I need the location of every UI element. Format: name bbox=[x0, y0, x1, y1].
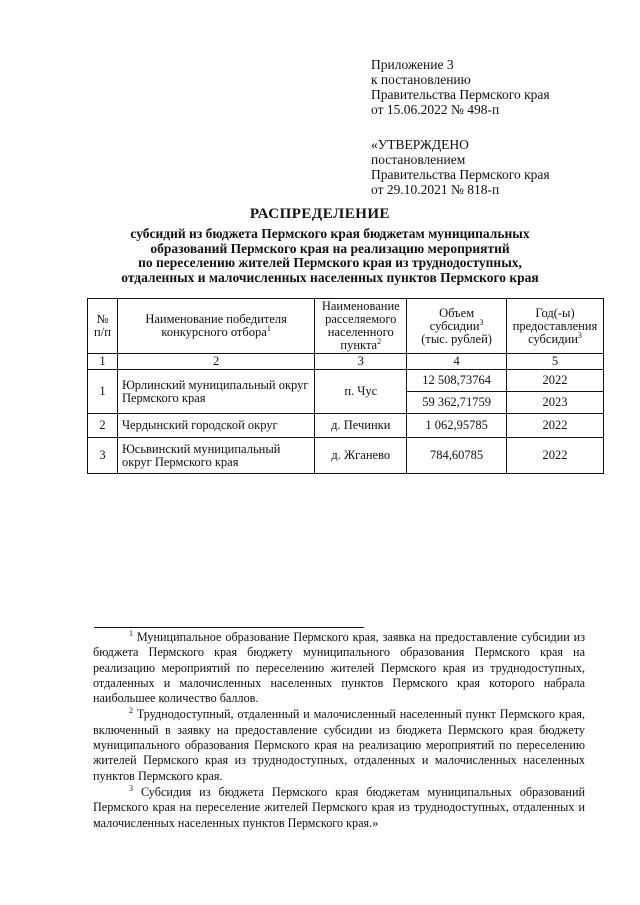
footnote-ref: 1 bbox=[266, 323, 271, 333]
header-amount-unit: (тыс. рублей) bbox=[421, 331, 492, 346]
row-amount: 59 362,71759 bbox=[407, 392, 507, 414]
column-number: 3 bbox=[315, 354, 407, 370]
approval-line: Правительства Пермского края bbox=[371, 167, 550, 182]
approval-line: постановлением bbox=[371, 152, 466, 167]
footnote-text: Субсидия из бюджета Пермского края бюджетам муниципальных образований Пермского края на переселение жителей Пермского края из труднодоступных, отдаленных и малочисленных населенных пунктов Пермского края.» bbox=[93, 784, 585, 830]
footnotes bbox=[93, 630, 585, 832]
row-settlement: п. Чус bbox=[315, 370, 407, 414]
header-amount-text: Объем субсидии bbox=[429, 305, 480, 333]
column-number: 2 bbox=[117, 354, 314, 370]
table-header-row bbox=[88, 299, 604, 354]
header-name-text: Наименование победителя конкурсного отбора bbox=[145, 312, 287, 339]
row-amount: 12 508,73764 bbox=[407, 370, 507, 392]
footnote bbox=[93, 785, 585, 831]
row-year: 2022 bbox=[506, 414, 603, 438]
header-amount bbox=[407, 299, 507, 354]
attachment-line: к постановлению bbox=[371, 72, 471, 87]
row-num: 3 bbox=[88, 438, 118, 474]
subtitle-line: отдаленных и малочисленных населенных пунктов Пермского края bbox=[121, 269, 539, 285]
header-settlement-text: Наименование расселяемого населенного пункта bbox=[321, 299, 400, 352]
row-settlement: д. Жганево bbox=[315, 438, 407, 474]
row-name: Юрлинский муниципальный округ Пермского края bbox=[117, 370, 314, 414]
row-year: 2022 bbox=[506, 438, 603, 474]
column-number: 1 bbox=[88, 354, 118, 370]
footnote-ref: 3 bbox=[479, 317, 484, 327]
approval-line: от 29.10.2021 № 818-п bbox=[371, 182, 500, 197]
subtitle-line: субсидий из бюджета Пермского края бюджетам муниципальных bbox=[130, 226, 530, 241]
table-row bbox=[88, 370, 604, 392]
approval-block bbox=[371, 137, 550, 197]
subtitle-line: по переселению жителей Пермского края из труднодоступных, bbox=[138, 255, 522, 270]
distribution-table bbox=[87, 298, 604, 474]
column-number: 4 bbox=[407, 354, 507, 370]
subtitle-line: образований Пермского края на реализацию мероприятий bbox=[150, 240, 510, 256]
row-name: Юсьвинский муниципальный округ Пермского края bbox=[117, 438, 314, 474]
header-year bbox=[506, 299, 603, 354]
footnote bbox=[93, 630, 585, 706]
row-name: Чердынский городской округ bbox=[117, 414, 314, 438]
attachment-line: от 15.06.2022 № 498-п bbox=[371, 102, 500, 117]
row-amount: 784,60785 bbox=[407, 438, 507, 474]
approval-line: «УТВЕРЖДЕНО bbox=[371, 137, 469, 152]
footnote-mark: 3 bbox=[129, 783, 133, 793]
table-row bbox=[88, 438, 604, 474]
footnote-ref: 3 bbox=[577, 330, 582, 340]
row-settlement: д. Печинки bbox=[315, 414, 407, 438]
document-title: РАСПРЕДЕЛЕНИЕ bbox=[249, 206, 391, 222]
attachment-line: Приложение 3 bbox=[371, 57, 454, 72]
footnote-separator bbox=[94, 627, 364, 628]
row-num: 2 bbox=[88, 414, 118, 438]
table-row bbox=[88, 414, 604, 438]
column-number-row bbox=[88, 354, 604, 370]
footnote-mark: 1 bbox=[129, 628, 133, 638]
header-year-text: Год(-ы) предоставления субсидии bbox=[512, 305, 598, 346]
row-num: 1 bbox=[88, 370, 118, 414]
document-subtitle bbox=[60, 227, 600, 285]
footnote-ref: 2 bbox=[377, 336, 382, 346]
row-year: 2022 bbox=[506, 370, 603, 392]
row-year: 2023 bbox=[506, 392, 603, 414]
footnote-text: Труднодоступный, отдаленный и малочисленный населенный пункт Пермского края, включенный в заявку на предоставление субсидии из бюджета Пермского края бюджету муниципального образования Пермского края на реализацию мероприятий по переселению жителей Пермского края из труднодоступных, отдаленных и малочисленных населенных пунктов Пермского края. bbox=[93, 707, 586, 783]
header-num: № п/п bbox=[88, 299, 118, 354]
row-amount: 1 062,95785 bbox=[407, 414, 507, 438]
column-number: 5 bbox=[506, 354, 603, 370]
footnote-text: Муниципальное образование Пермского края, заявка на предоставление субсидии из бюджета Пермского края бюджету муниципального образования Пермского края на реализацию мероприятий по переселению жителей Пермского края из труднодоступных, отдаленных и малочисленных населенных пунктов Пермского края которого набрала наибольшее количество баллов. bbox=[93, 630, 586, 706]
header-name bbox=[117, 299, 314, 354]
attachment-block bbox=[371, 57, 550, 117]
header-settlement bbox=[315, 299, 407, 354]
attachment-line: Правительства Пермского края bbox=[371, 87, 550, 102]
footnote bbox=[93, 707, 585, 783]
footnote-mark: 2 bbox=[129, 706, 133, 716]
